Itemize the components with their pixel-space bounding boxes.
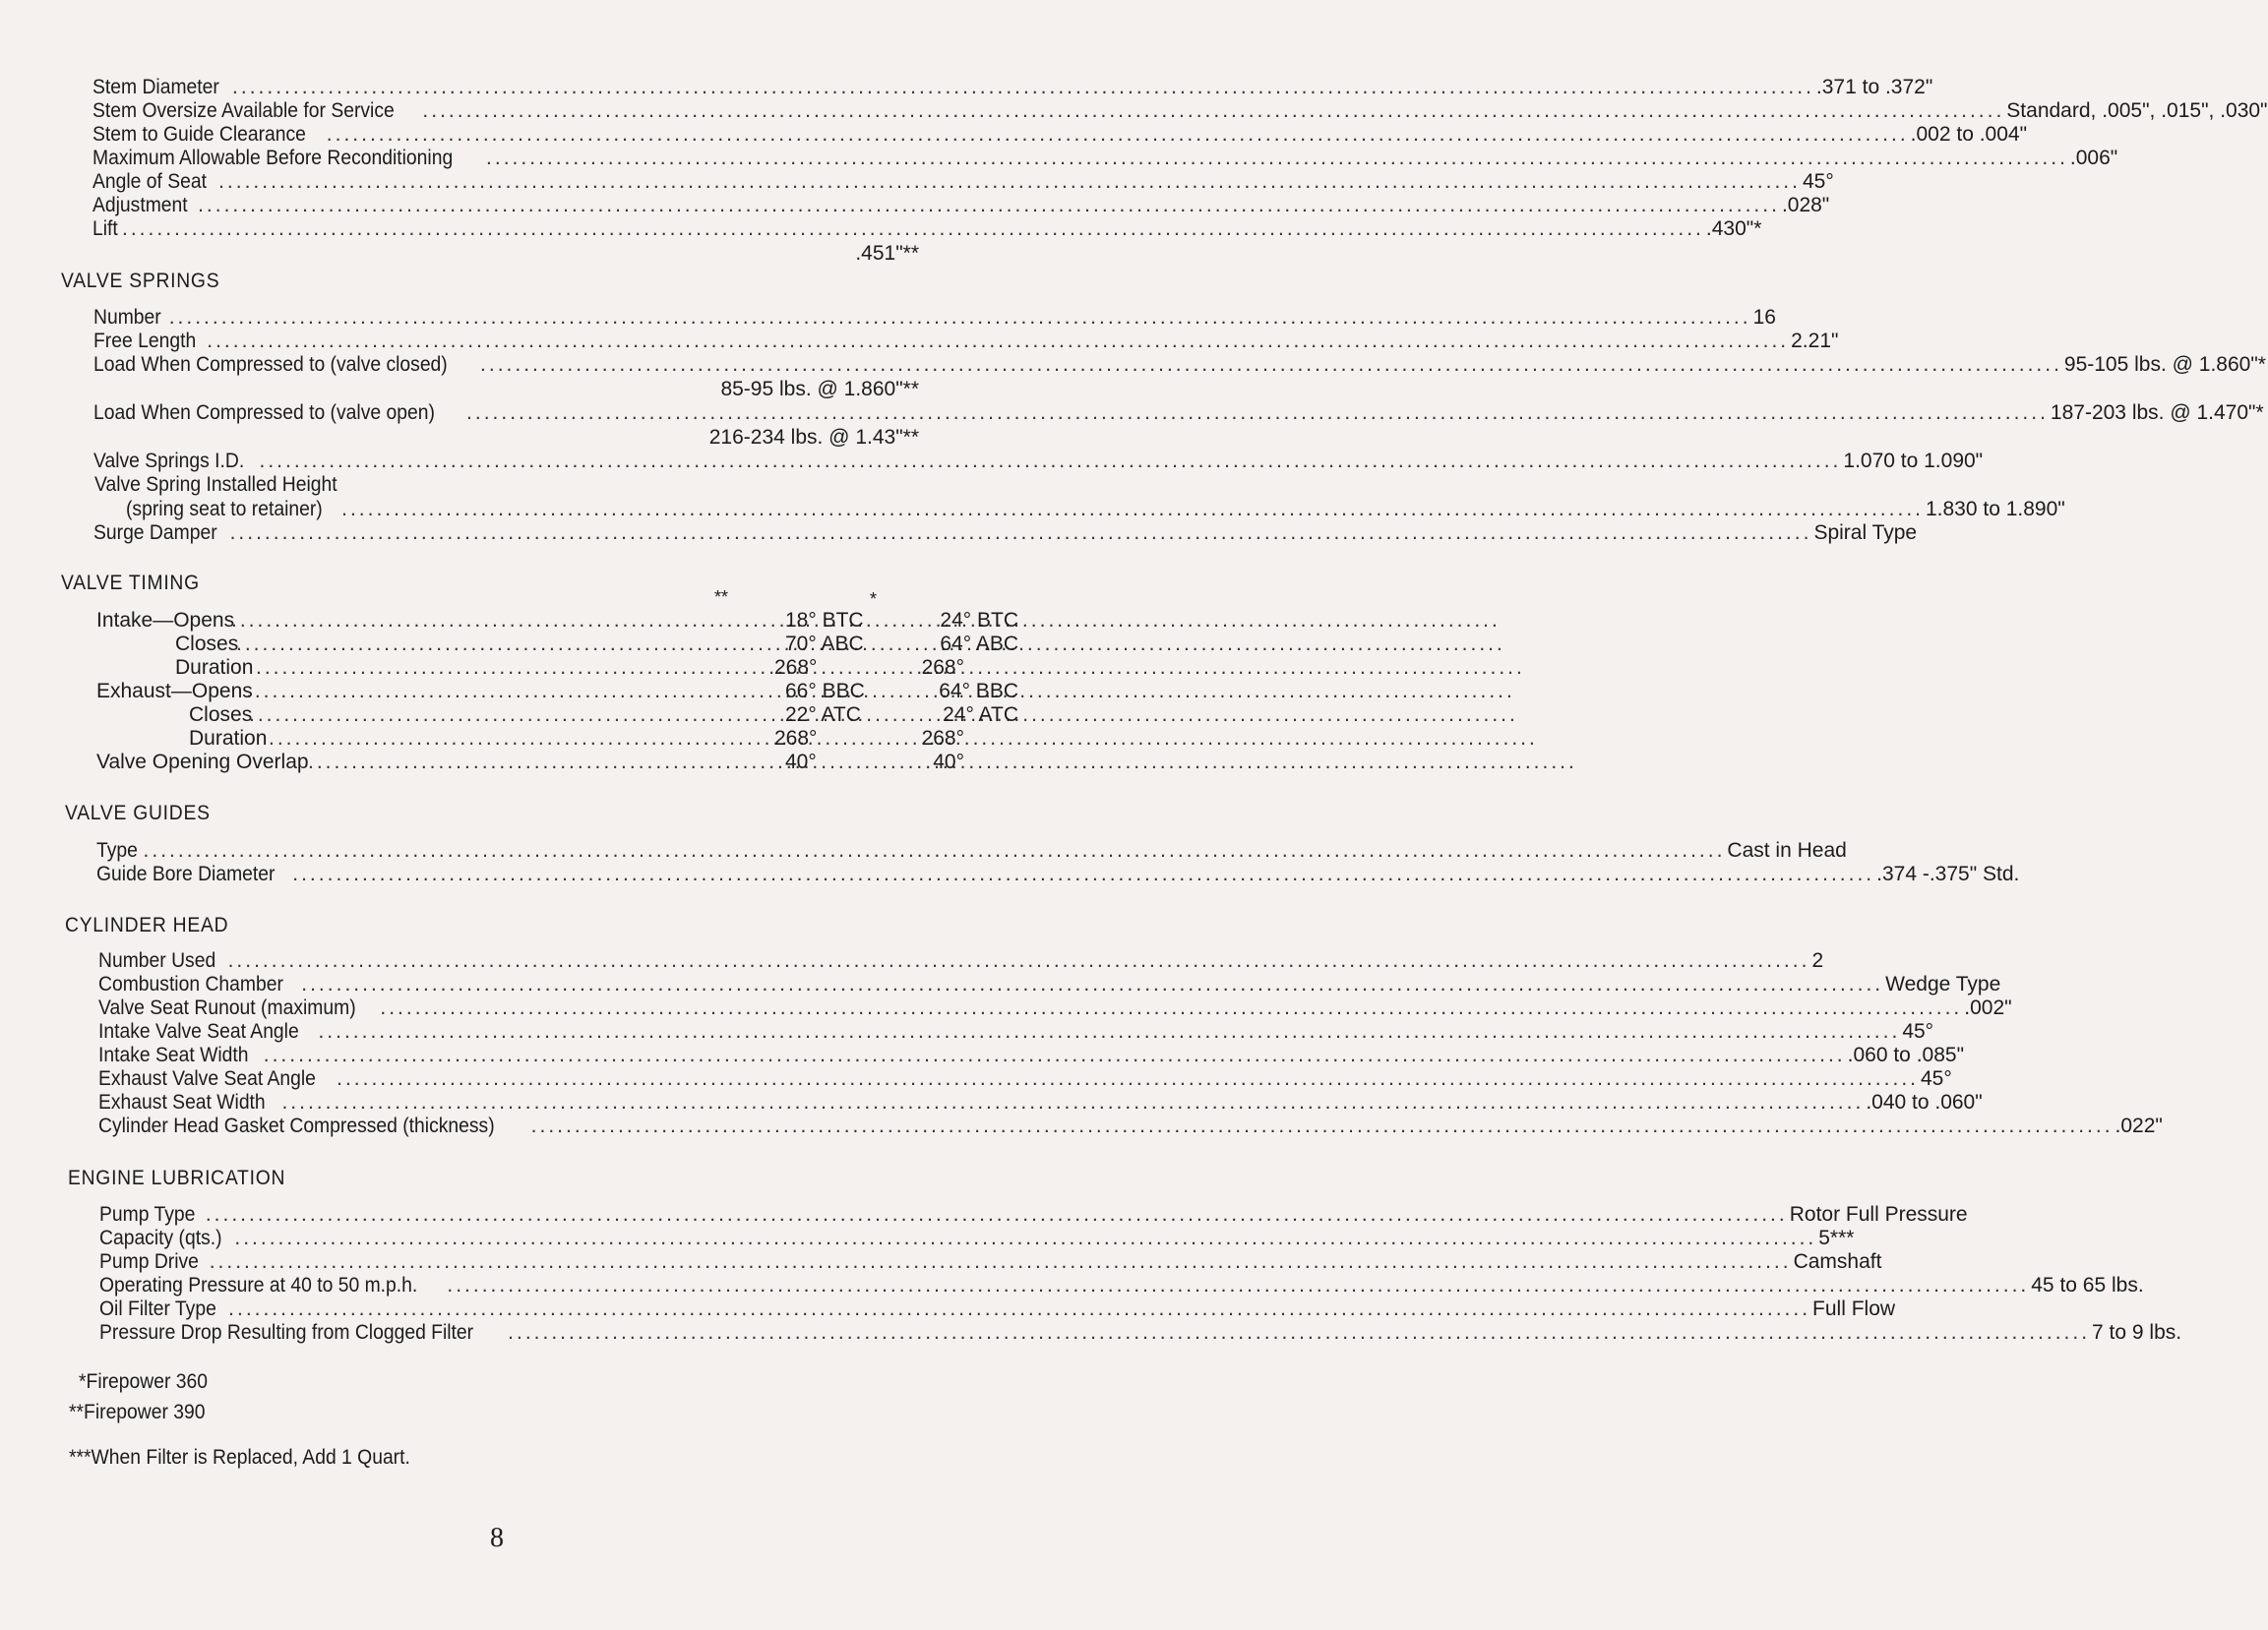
timing-row (93, 608, 1018, 633)
spec-row (99, 1297, 1896, 1321)
spec-row (93, 352, 2266, 377)
spec-value: 5*** (1818, 1227, 1855, 1249)
spec-value: Wedge Type (1885, 973, 2001, 996)
spec-label: Exhaust Seat Width (98, 1091, 266, 1114)
spec-label: Cylinder Head Gasket Compressed (thickness) (98, 1115, 495, 1137)
spec-value: Cast in Head (1727, 839, 1847, 862)
spec-value: 16 (1752, 306, 1776, 329)
timing-value-390: 268° (774, 656, 818, 679)
spec-label: Pump Type (99, 1203, 196, 1226)
spec-label: Lift (92, 217, 118, 240)
timing-value-390: 18° BTC (785, 609, 864, 632)
spec-label: Operating Pressure at 40 to 50 m.p.h. (99, 1274, 418, 1297)
spec-value: .371 to .372" (1815, 76, 1933, 98)
spec-value: Rotor Full Pressure (1789, 1203, 1968, 1226)
timing-label: Valve Opening Overlap (96, 751, 309, 773)
spec-row (98, 972, 2001, 996)
timing-value-360: 268° (921, 656, 964, 679)
timing-value-390: 40° (785, 751, 817, 773)
spec-value: .374 -.375" Std. (1876, 863, 2020, 885)
timing-row (93, 750, 964, 774)
spec-label: Stem Diameter (92, 76, 219, 98)
spec-row (93, 400, 2264, 425)
spec-value: 95-105 lbs. @ 1.860"* (2063, 353, 2266, 376)
spec-value: .430"* (1705, 217, 1762, 240)
timing-label: Duration (175, 656, 254, 679)
timing-value-390: 70° ABC (785, 633, 864, 655)
spec-value-continued: 85-95 lbs. @ 1.860"** (720, 378, 919, 400)
spec-row (96, 862, 2020, 886)
spec-label: Pressure Drop Resulting from Clogged Filter (99, 1321, 474, 1344)
spec-row (98, 996, 2012, 1020)
spec-value: 45° (1902, 1020, 1934, 1043)
spec-label: Intake Seat Width (98, 1044, 249, 1066)
spec-label: Combustion Chamber (98, 973, 283, 996)
spec-row (96, 838, 1847, 863)
spec-value: .040 to .060" (1866, 1091, 1983, 1114)
spec-row (98, 1019, 1934, 1044)
spec-row (99, 1273, 2144, 1298)
timing-label: Closes (175, 633, 239, 655)
spec-row (98, 948, 1824, 973)
section-heading: VALVE SPRINGS (61, 270, 220, 292)
spec-value: 187-203 lbs. @ 1.470"* (2050, 401, 2264, 424)
section-heading: CYLINDER HEAD (65, 914, 229, 936)
spec-label: Surge Damper (93, 521, 217, 544)
timing-value-390: 22° ATC (785, 703, 861, 726)
spec-label: Stem to Guide Clearance (92, 123, 306, 146)
spec-row (99, 1249, 1882, 1274)
timing-label: Closes (189, 703, 253, 726)
spec-label: Valve Seat Runout (maximum) (98, 996, 356, 1019)
spec-row (99, 1226, 1855, 1250)
spec-label: Guide Bore Diameter (96, 863, 276, 885)
spec-row (93, 329, 1839, 353)
timing-row (93, 632, 1018, 656)
timing-label: Exhaust—Opens (96, 680, 253, 702)
spec-row (92, 75, 1933, 99)
spec-value: Spiral Type (1813, 521, 1918, 544)
spec-row (99, 1320, 2182, 1345)
spec-value: .002" (1964, 996, 2012, 1019)
page-number: 8 (490, 1523, 504, 1553)
spec-label: Intake Valve Seat Angle (98, 1020, 299, 1043)
spec-row (92, 122, 2028, 147)
spec-row (98, 1090, 1983, 1115)
spec-label: Number Used (98, 949, 216, 972)
timing-value-390: 268° (774, 727, 818, 750)
spec-row (92, 169, 1834, 194)
spec-value: 7 to 9 lbs. (2092, 1321, 2182, 1344)
spec-label: Capacity (qts.) (99, 1227, 222, 1249)
column-header-firepower-390: ** (714, 587, 729, 607)
spec-row (92, 193, 1830, 217)
timing-label: Duration (189, 727, 268, 750)
spec-value: 45° (1920, 1067, 1952, 1090)
timing-label: Intake—Opens (96, 609, 235, 632)
spec-row (92, 216, 1762, 241)
timing-row (93, 702, 1018, 727)
timing-value-360: 268° (921, 727, 964, 750)
spec-row (98, 1066, 1952, 1091)
timing-value-360: 64° ABC (940, 633, 1018, 655)
spec-value: 1.830 to 1.890" (1925, 498, 2065, 520)
spec-label: Stem Oversize Available for Service (92, 99, 395, 122)
timing-value-360: 24° ATC (943, 703, 1018, 726)
spec-label: Valve Springs I.D. (93, 450, 245, 472)
spec-row (98, 1114, 2163, 1138)
timing-row (93, 726, 964, 751)
spec-value: .060 to .085" (1847, 1044, 1965, 1066)
section-heading: VALVE TIMING (61, 572, 200, 594)
column-header-firepower-360: * (870, 589, 878, 609)
spec-row (92, 146, 2118, 170)
timing-value-360: 64° BBC (939, 680, 1018, 702)
spec-value: 2 (1811, 949, 1824, 972)
spec-label: Number (93, 306, 161, 329)
spec-value: 45 to 65 lbs. (2031, 1274, 2144, 1297)
footnote: *Firepower 360 (79, 1370, 209, 1393)
spec-label: Exhaust Valve Seat Angle (98, 1067, 316, 1090)
spec-label: Valve Spring Installed Height (94, 473, 337, 496)
spec-label: Adjustment (92, 194, 188, 216)
spec-value: 45° (1802, 170, 1834, 193)
spec-value: .002 to .004" (1910, 123, 2028, 146)
spec-value: .022" (2115, 1115, 2163, 1137)
spec-value: Standard, .005", .015", .030" (2006, 99, 2268, 122)
spec-value-continued: 216-234 lbs. @ 1.43"** (708, 426, 919, 449)
spec-label: Load When Compressed to (valve closed) (93, 353, 448, 376)
spec-value: .028" (1781, 194, 1830, 216)
section-heading: VALVE GUIDES (65, 802, 211, 824)
spec-row (93, 520, 1918, 545)
footnote: ***When Filter is Replaced, Add 1 Quart. (69, 1446, 410, 1469)
spec-label: (spring seat to retainer) (126, 498, 323, 520)
spec-value-continued: .451"** (855, 242, 919, 265)
spec-row (99, 1202, 1968, 1227)
timing-row (93, 655, 964, 680)
spec-label: Maximum Allowable Before Reconditioning (92, 147, 454, 169)
spec-value: 1.070 to 1.090" (1843, 450, 1984, 472)
timing-row (93, 679, 1018, 703)
timing-value-390: 66° BBC (785, 680, 865, 702)
timing-value-360: 24° BTC (940, 609, 1018, 632)
spec-label: Free Length (93, 330, 197, 352)
spec-label: Load When Compressed to (valve open) (93, 401, 435, 424)
footnote: **Firepower 390 (69, 1401, 206, 1423)
spec-value: Camshaft (1793, 1250, 1882, 1273)
spec-row (126, 497, 2065, 521)
spec-label: Pump Drive (99, 1250, 199, 1273)
spec-value: .006" (2069, 147, 2118, 169)
spec-row (93, 449, 1984, 473)
spec-row (93, 305, 1776, 330)
spec-label: Oil Filter Type (99, 1298, 216, 1320)
spec-label: Type (96, 839, 138, 862)
spec-value: Full Flow (1812, 1298, 1896, 1320)
spec-label: Angle of Seat (92, 170, 208, 193)
spec-row (98, 1043, 1965, 1067)
section-heading: ENGINE LUBRICATION (68, 1167, 286, 1189)
spec-row (92, 98, 2268, 123)
timing-value-360: 40° (933, 751, 964, 773)
spec-value: 2.21" (1791, 330, 1839, 352)
